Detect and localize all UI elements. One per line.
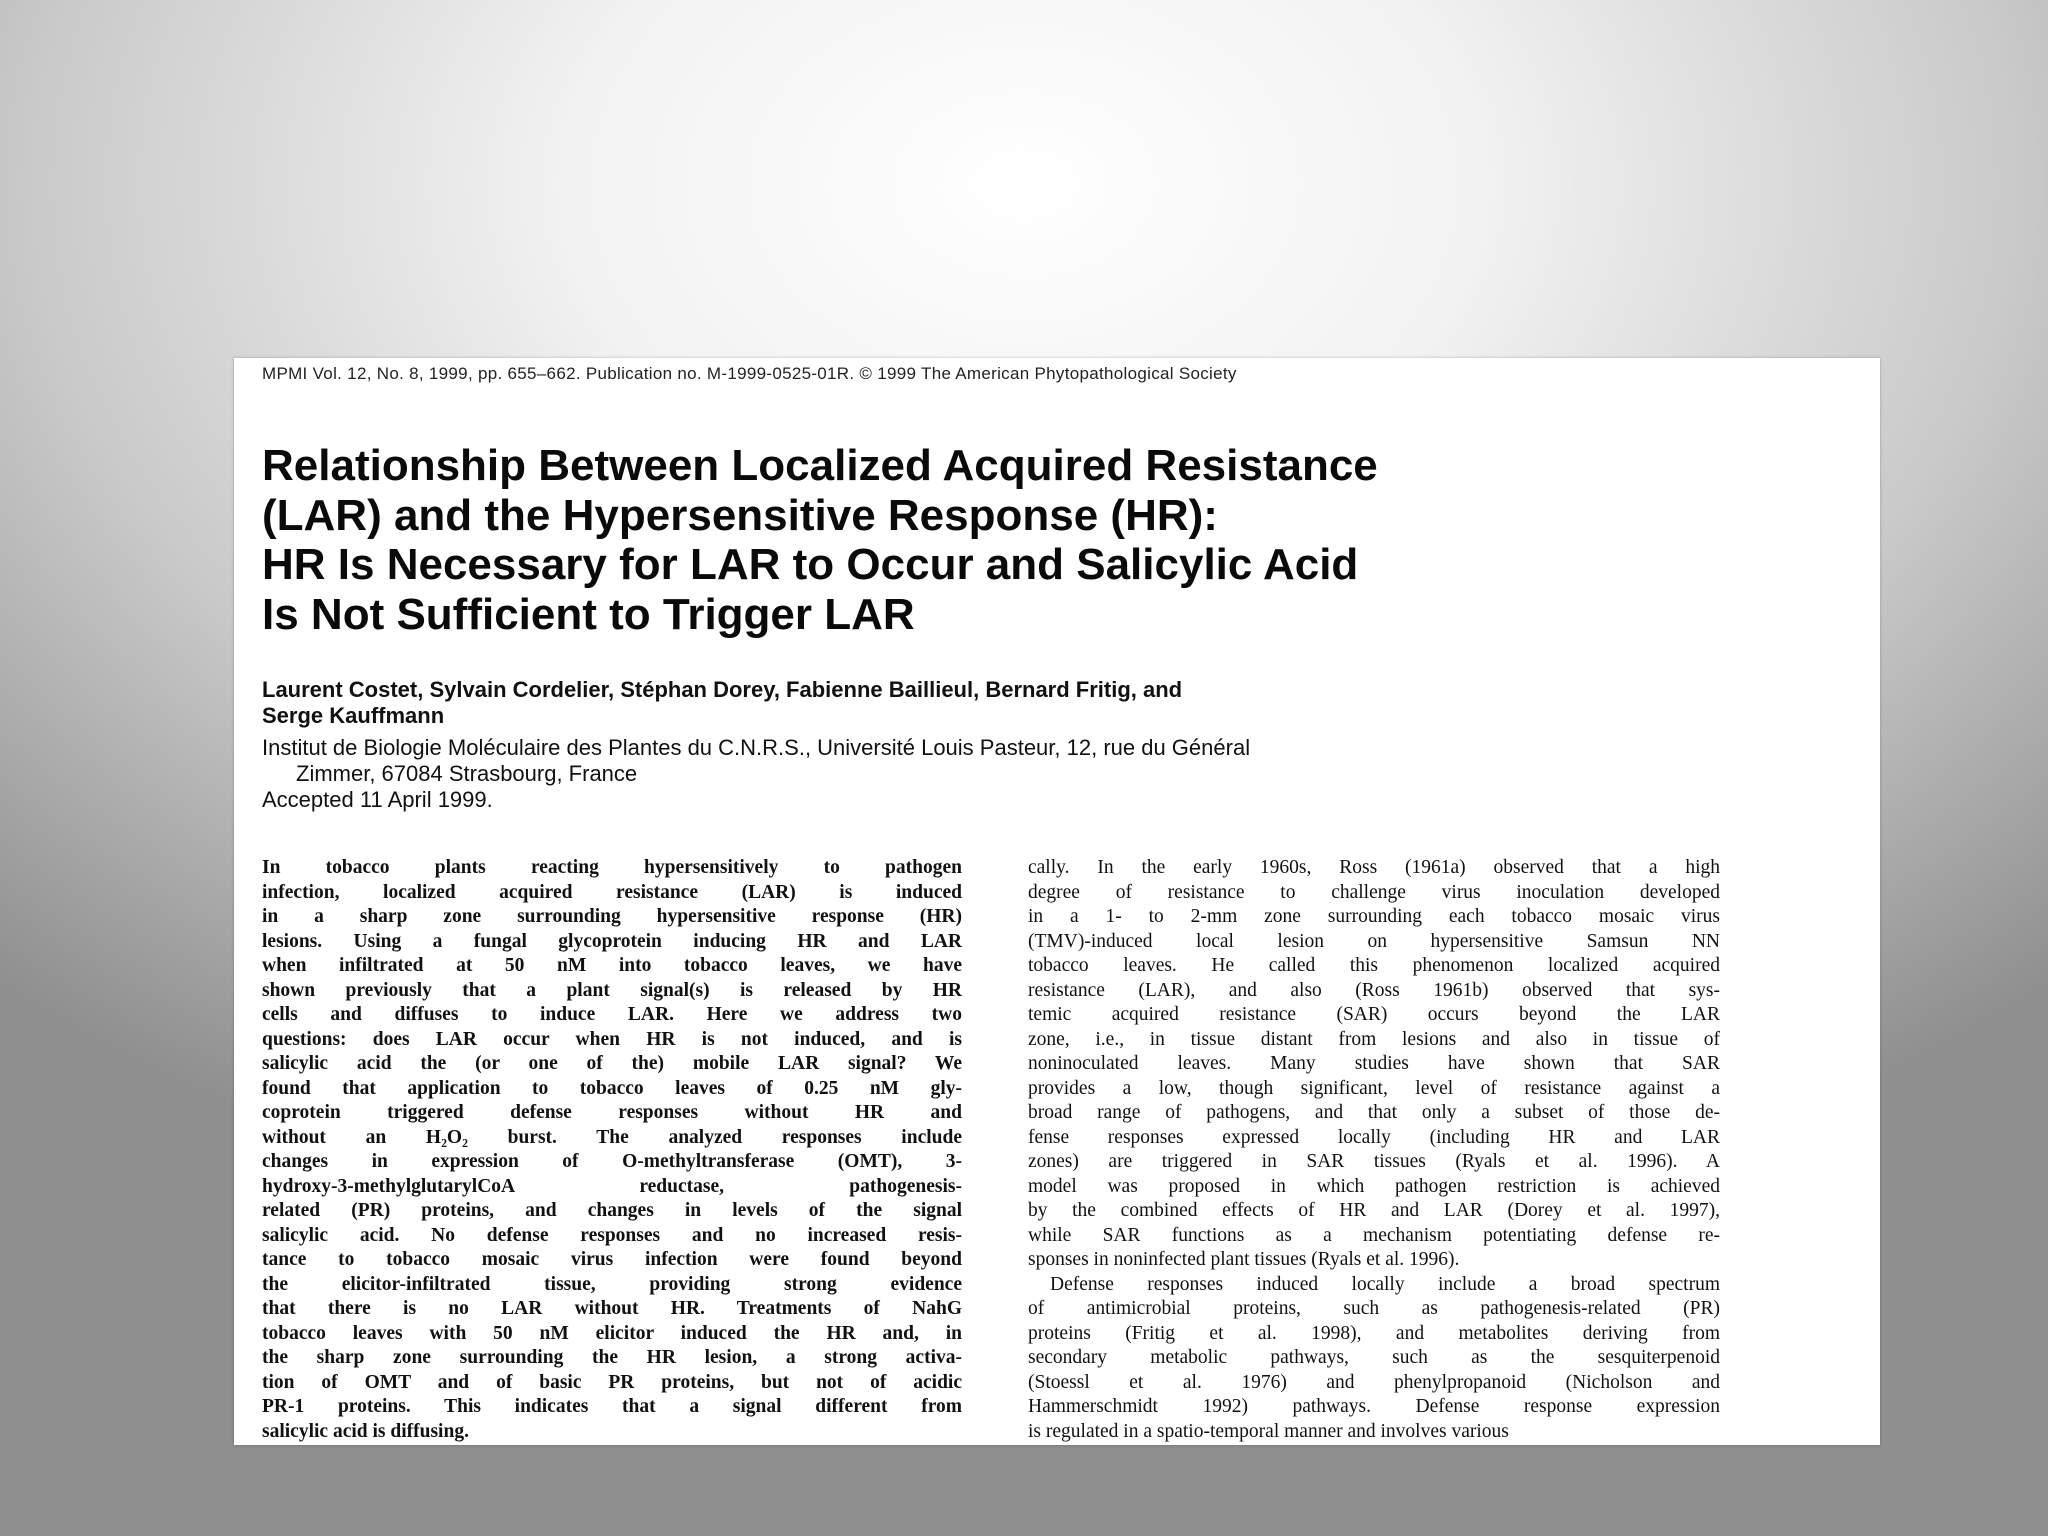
body-line: (TMV)-induced local lesion on hypersensitive Samsun NN <box>1028 930 1720 952</box>
title-line: Relationship Between Localized Acquired Resistance <box>262 441 1378 490</box>
abstract-line: related (PR) proteins, and changes in levels of the signal <box>262 1200 962 1221</box>
abstract-line: tobacco leaves with 50 nM elicitor induced the HR and, in <box>262 1322 962 1344</box>
affiliation-line: Zimmer, 67084 Strasbourg, France <box>296 761 638 786</box>
body-line: in a 1- to 2-mm zone surrounding each tobacco mosaic virus <box>1028 906 1720 927</box>
abstract-line: found that application to tobacco leaves of 0.25 nM gly- <box>262 1077 962 1099</box>
body-line: degree of resistance to challenge virus inoculation developed <box>1028 881 1720 903</box>
body-line: resistance (LAR), and also (Ross 1961b) observed that sys- <box>1028 979 1720 1001</box>
paper-page <box>234 358 1880 1445</box>
abstract-line: the sharp zone surrounding the HR lesion, a strong activa- <box>262 1347 962 1368</box>
affiliation-block <box>262 735 1250 813</box>
body-line: cally. In the early 1960s, Ross (1961a) observed that a high <box>1028 857 1720 878</box>
body-line: temic acquired resistance (SAR) occurs beyond the LAR <box>1028 1004 1720 1025</box>
abstract-line: that there is no LAR without HR. Treatments of NahG <box>262 1298 962 1319</box>
body-line: (Stoessl et al. 1976) and phenylpropanoid (Nicholson and <box>1028 1371 1720 1393</box>
abstract-line: coprotein triggered defense responses without HR and <box>262 1102 962 1123</box>
body-line: model was proposed in which pathogen restriction is achieved <box>1028 1175 1720 1197</box>
body-line: by the combined effects of HR and LAR (Dorey et al. 1997), <box>1028 1200 1720 1221</box>
body-line: is regulated in a spatio-temporal manner and involves various <box>1028 1420 1509 1442</box>
body-line: sponses in noninfected plant tissues (Ryals et al. 1996). <box>1028 1249 1460 1270</box>
abstract-line: when infiltrated at 50 nM into tobacco leaves, we have <box>262 955 962 976</box>
abstract-line: questions: does LAR occur when HR is not induced, and is <box>262 1028 962 1050</box>
abstract-line: lesions. Using a fungal glycoprotein inducing HR and LAR <box>262 930 962 952</box>
title-line: (LAR) and the Hypersensitive Response (HR): <box>262 490 1218 540</box>
abstract-line: in a sharp zone surrounding hypersensitive response (HR) <box>262 906 962 927</box>
body-line: while SAR functions as a mechanism potentiating defense re- <box>1028 1224 1720 1246</box>
author-line: Serge Kauffmann <box>262 703 445 728</box>
body-line: provides a low, though significant, level of resistance against a <box>1028 1077 1720 1099</box>
body-line: Defense responses induced locally include a broad spectrum <box>1050 1273 1720 1295</box>
body-line: zone, i.e., in tissue distant from lesions and also in tissue of <box>1028 1028 1720 1050</box>
abstract-line: cells and diffuses to induce LAR. Here we address two <box>262 1004 962 1025</box>
body-line: secondary metabolic pathways, such as the sesquiterpenoid <box>1028 1347 1720 1368</box>
body-line: fense responses expressed locally (including HR and LAR <box>1028 1126 1720 1148</box>
body-text-column <box>1028 856 1720 1444</box>
title-line: HR Is Necessary for LAR to Occur and Salicylic Acid <box>262 540 1359 589</box>
author-line: Laurent Costet, Sylvain Cordelier, Stéphan Dorey, Fabienne Baillieul, Bernard Fritig, and <box>262 677 1183 702</box>
abstract-line: salicylic acid the (or one of the) mobile LAR signal? We <box>262 1053 962 1074</box>
abstract-column <box>262 856 962 1444</box>
body-line: zones) are triggered in SAR tissues (Ryals et al. 1996). A <box>1028 1151 1720 1172</box>
paper-title <box>262 441 1762 639</box>
body-line: noninoculated leaves. Many studies have shown that SAR <box>1028 1053 1720 1074</box>
body-line: Hammerschmidt 1992) pathways. Defense response expression <box>1028 1396 1720 1417</box>
title-line: Is Not Sufficient to Trigger LAR <box>262 589 915 639</box>
accepted-date: Accepted 11 April 1999. <box>262 787 493 812</box>
abstract-line: PR-1 proteins. This indicates that a signal different from <box>262 1396 962 1417</box>
running-head: MPMI Vol. 12, No. 8, 1999, pp. 655–662. Publication no. M-1999-0525-01R. © 1999 The American Phytopathological Society <box>262 364 1237 383</box>
abstract-line: changes in expression of O-methyltransferase (OMT), 3- <box>262 1151 962 1172</box>
body-line: tobacco leaves. He called this phenomenon localized acquired <box>1028 955 1720 976</box>
abstract-line: the elicitor-infiltrated tissue, providing strong evidence <box>262 1273 962 1295</box>
affiliation-line: Institut de Biologie Moléculaire des Plantes du C.N.R.S., Université Louis Pasteur, 12, rue du Général <box>262 735 1251 760</box>
abstract-line: salicylic acid. No defense responses and no increased resis- <box>262 1224 962 1246</box>
abstract-line: tance to tobacco mosaic virus infection were found beyond <box>262 1249 962 1270</box>
abstract-line: hydroxy-3-methylglutarylCoA reductase, pathogenesis- <box>262 1175 962 1197</box>
body-line: of antimicrobial proteins, such as pathogenesis-related (PR) <box>1028 1298 1720 1319</box>
abstract-line: without an H₂O₂ burst. The analyzed responses include <box>262 1126 962 1148</box>
abstract-line: tion of OMT and of basic PR proteins, but not of acidic <box>262 1371 962 1393</box>
author-list <box>262 677 1182 729</box>
abstract-line: shown previously that a plant signal(s) is released by HR <box>262 979 962 1001</box>
abstract-line: salicylic acid is diffusing. <box>262 1420 469 1442</box>
body-line: broad range of pathogens, and that only a subset of those de- <box>1028 1102 1720 1123</box>
abstract-line: In tobacco plants reacting hypersensitively to pathogen <box>262 857 962 878</box>
body-line: proteins (Fritig et al. 1998), and metabolites deriving from <box>1028 1322 1720 1344</box>
abstract-line: infection, localized acquired resistance (LAR) is induced <box>262 881 962 903</box>
